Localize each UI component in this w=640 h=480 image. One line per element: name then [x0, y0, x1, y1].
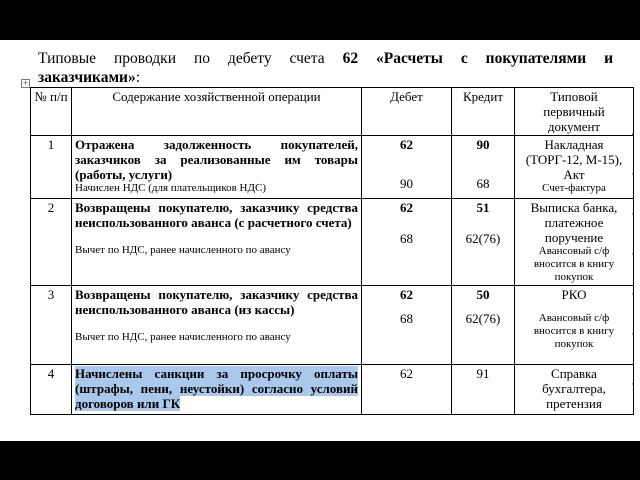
row-debit	[362, 365, 452, 415]
row-debit	[362, 199, 452, 286]
header-operation: Содержание хозяйственной операции	[72, 88, 362, 136]
row-debit	[362, 286, 452, 365]
table-move-handle-icon[interactable]: +	[22, 79, 29, 87]
row-credit	[452, 136, 515, 199]
row-operation	[72, 365, 362, 415]
document-page	[0, 40, 640, 441]
bottom-letterbox-bar	[0, 441, 640, 480]
operation-sub: Начислен НДС (для плательщиков НДС)	[75, 182, 266, 194]
postings-table	[30, 87, 634, 415]
header-num: № п/п	[31, 88, 72, 136]
row-document	[515, 136, 634, 199]
heading-line2-bold: заказчиками»	[38, 69, 136, 86]
operation-sub: Вычет по НДС, ранее начисленного по авансу	[75, 331, 291, 343]
debit-sub: 68	[400, 311, 413, 326]
table-row	[31, 136, 634, 199]
operation-main-selected[interactable]	[75, 366, 358, 411]
table-row	[31, 365, 634, 415]
header-debit: Дебет	[362, 88, 452, 136]
row-num: 3	[31, 286, 72, 365]
top-letterbox-bar	[0, 0, 640, 40]
credit-sub: 62(76)	[465, 231, 501, 246]
credit-main: 90	[476, 137, 490, 152]
row-credit	[452, 286, 515, 365]
row-num: 1	[31, 136, 72, 199]
row-operation	[72, 136, 362, 199]
row-num: 2	[31, 199, 72, 286]
selected-text-highlight: Начислены санкции за просрочку оплаты (штрафы, пени, неустойки) согласно условий договоров или ГК	[75, 366, 358, 411]
operation-main: Отражена задолженность покупателей, заказчиков за реализованные им товары (работы, услуги)	[75, 137, 358, 182]
debit-main: 62	[400, 366, 413, 381]
row-credit	[452, 365, 515, 415]
document-sub: Авансовый с/ф вносится в книгу покупок	[533, 245, 615, 283]
document-sub: Авансовый с/ф вносится в книгу покупок	[533, 312, 615, 350]
operation-main: Возвращены покупателю, заказчику средства неиспользованного аванса (из кассы)	[75, 287, 358, 317]
row-document	[515, 199, 634, 286]
debit-main: 62	[400, 137, 413, 152]
debit-sub: 68	[400, 231, 413, 246]
row-document	[515, 286, 634, 365]
adjacent-page-edge: · · · · · · ·	[631, 130, 634, 390]
debit-main: 62	[400, 200, 413, 215]
credit-main: 51	[476, 200, 490, 215]
document-sub: Счет-фактура	[542, 182, 606, 194]
table-header-row	[31, 88, 634, 136]
credit-sub: 68	[476, 176, 490, 191]
row-num: 4	[31, 365, 72, 415]
operation-sub: Вычет по НДС, ранее начисленного по авансу	[75, 244, 291, 256]
row-operation	[72, 199, 362, 286]
document-main: Выписка банка, платежное поручение	[530, 200, 618, 245]
document-main: Накладная (ТОРГ-12, М-15), Акт	[525, 137, 623, 182]
row-credit	[452, 199, 515, 286]
page-heading-line1	[38, 49, 613, 68]
heading-account: 62	[342, 50, 359, 67]
table-row	[31, 286, 634, 365]
document-main: Справка бухгалтера, претензия	[542, 366, 606, 411]
debit-sub: 90	[400, 176, 413, 191]
row-document	[515, 365, 634, 415]
debit-main: 62	[400, 287, 413, 302]
header-credit: Кредит	[452, 88, 515, 136]
table-row	[31, 199, 634, 286]
row-debit	[362, 136, 452, 199]
row-operation	[72, 286, 362, 365]
credit-main: 91	[476, 366, 490, 381]
heading-suffix: :	[135, 69, 141, 86]
credit-main: 50	[476, 287, 490, 302]
credit-sub: 62(76)	[465, 311, 501, 326]
header-document: Типовой первичный документ	[515, 88, 634, 136]
page-heading-line2	[38, 68, 140, 87]
heading-prefix: Типовые проводки по дебету счета	[38, 50, 343, 67]
heading-bold: «Расчеты с покупателями и	[358, 50, 614, 67]
operation-main: Возвращены покупателю, заказчику средства неиспользованного аванса (с расчетного счета)	[75, 200, 358, 230]
document-main: РКО	[561, 287, 587, 302]
